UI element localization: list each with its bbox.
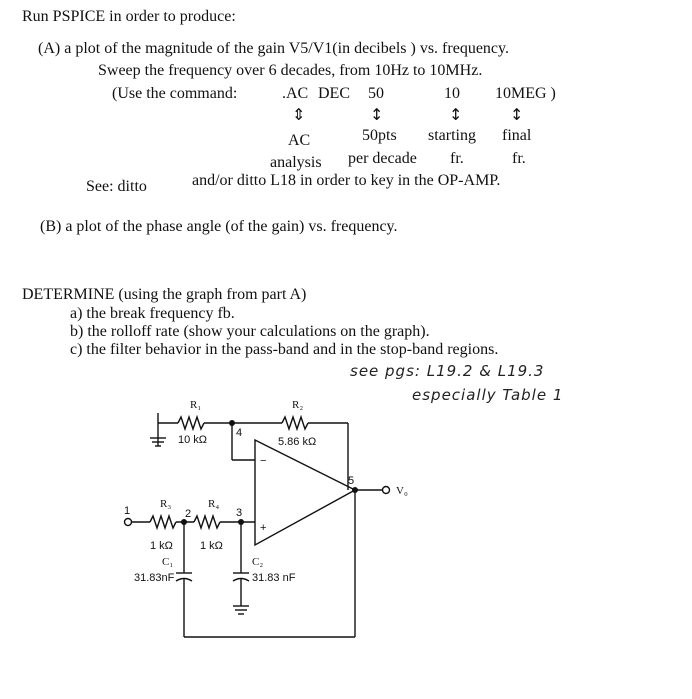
vo-label: V₀ [396,485,408,497]
annotation-per-decade: per decade [348,150,417,167]
r4-resistor [194,516,220,528]
ac-double-arrow-icon: ⇕ [292,105,306,124]
c2-ground-icon [233,606,249,614]
c1-value: 31.83nF [134,572,175,584]
node-3-dot [238,519,244,525]
dec-arrow-icon: ↕ [370,105,384,124]
input-terminal [125,519,132,526]
node-3-label: 3 [236,507,243,519]
use-command-label: (Use the command: [112,85,238,102]
r3-resistor [150,516,176,528]
annotation-final-fr: fr. [512,150,526,167]
annotation-50pts: 50pts [362,127,397,144]
r3-value: 1 kΩ [150,540,173,552]
annotation-final: final [502,127,532,144]
c1-label: C₁ [162,556,174,568]
r1-ground-icon [150,413,166,446]
node-4-label: 4 [236,427,243,439]
handwritten-note-line1: see pgs: L19.2 & L19.3 [350,362,545,380]
minus-input-label: − [260,455,267,467]
r2-label: R₂ [292,399,304,411]
determine-b: b) the rolloff rate (show your calculations on the graph). [70,323,430,340]
r1-resistor [178,417,204,429]
output-terminal [383,487,390,494]
r2-resistor [282,417,308,429]
r4-label: R₄ [208,498,220,510]
r2-value: 5.86 kΩ [278,436,317,448]
annotation-start-fr: fr. [450,150,464,167]
plus-input-label: + [260,522,267,534]
part-b: (B) a plot of the phase angle (of the gain) vs. frequency. [40,218,398,235]
r1-value: 10 kΩ [178,434,208,446]
node-5-dot [352,487,358,493]
node-5-label: 5 [348,475,355,487]
cmd-10: 10 [444,85,460,102]
handwritten-note-line2: especially Table 1 [412,386,564,404]
r1-label: R₁ [190,399,202,411]
op-amp [255,440,355,545]
r3-label: R₃ [160,498,172,510]
annotation-starting: starting [428,127,476,144]
determine-title: DETERMINE (using the graph from part A) [22,286,307,303]
r4-value: 1 kΩ [200,540,223,552]
annotation-ac: AC [288,132,311,149]
see-ditto: See: ditto [86,178,147,195]
part-a-line1: (A) a plot of the magnitude of the gain V5/V1(in decibels ) vs. frequency. [38,40,509,57]
determine-a: a) the break frequency fb. [70,305,235,322]
part-a-line2: Sweep the frequency over 6 decades, from 10Hz to 10MHz. [98,62,483,79]
cmd-dec: DEC [318,85,350,102]
node-4-dot [229,420,235,426]
start-arrow-icon: ↕ [449,105,463,124]
cmd-10meg: 10MEG ) [495,85,556,102]
determine-c: c) the filter behavior in the pass-band and in the stop-band regions. [70,341,499,358]
final-arrow-icon: ↕ [510,105,524,124]
heading: Run PSPICE in order to produce: [22,8,236,25]
annotation-analysis: analysis [270,154,322,171]
c2-label: C₂ [252,556,264,568]
node-1-label: 1 [124,505,131,517]
c2-value: 31.83 nF [252,572,296,584]
cmd-ac: .AC [282,85,309,102]
node-2-label: 2 [185,508,192,520]
cmd-50: 50 [368,85,384,102]
ditto-line: and/or ditto L18 in order to key in the OP-AMP. [192,172,501,189]
